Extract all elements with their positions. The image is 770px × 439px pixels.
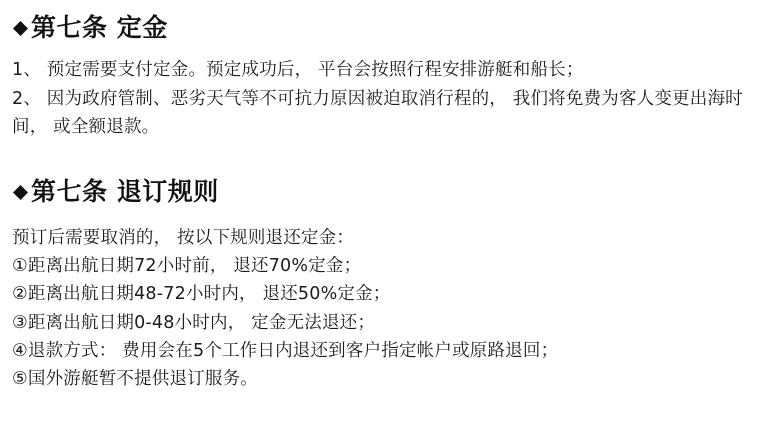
list-item: ②距离出航日期48-72小时内， 退还50%定金； xyxy=(12,284,391,305)
list-item: ④退款方式： 费用会在5个工作日内退还到客户指定帐户或原路退回； xyxy=(12,340,559,361)
list-item: ⑤国外游艇暂不提供退订服务。 xyxy=(12,369,258,390)
section-deposit-title: 第七条 定金 xyxy=(31,13,168,42)
section-deposit-body xyxy=(12,56,758,141)
section-cancellation-title: 第七条 退订规则 xyxy=(31,177,219,207)
section-cancellation xyxy=(12,176,758,393)
section-deposit xyxy=(12,12,758,141)
paragraph: 预订后需要取消的， 按以下规则退还定金： xyxy=(12,227,355,248)
list-item: ③距离出航日期0-48小时内， 定金无法退还； xyxy=(12,312,376,333)
list-item: ①距离出航日期72小时前， 退还70%定金； xyxy=(12,255,362,276)
section-cancellation-body xyxy=(12,224,758,394)
diamond-bullet-icon xyxy=(12,20,29,37)
paragraph: 1、 预定需要支付定金。预定成功后， 平台会按照行程安排游艇和船长； xyxy=(12,60,584,81)
paragraph: 2、 因为政府管制、恶劣天气等不可抗力原因被迫取消行程的， 我们将免费为客人变更出海时间， 或全额退款。 xyxy=(12,88,743,137)
section-cancellation-heading xyxy=(12,176,758,207)
section-deposit-heading xyxy=(12,12,758,43)
diamond-bullet-icon xyxy=(12,184,29,201)
